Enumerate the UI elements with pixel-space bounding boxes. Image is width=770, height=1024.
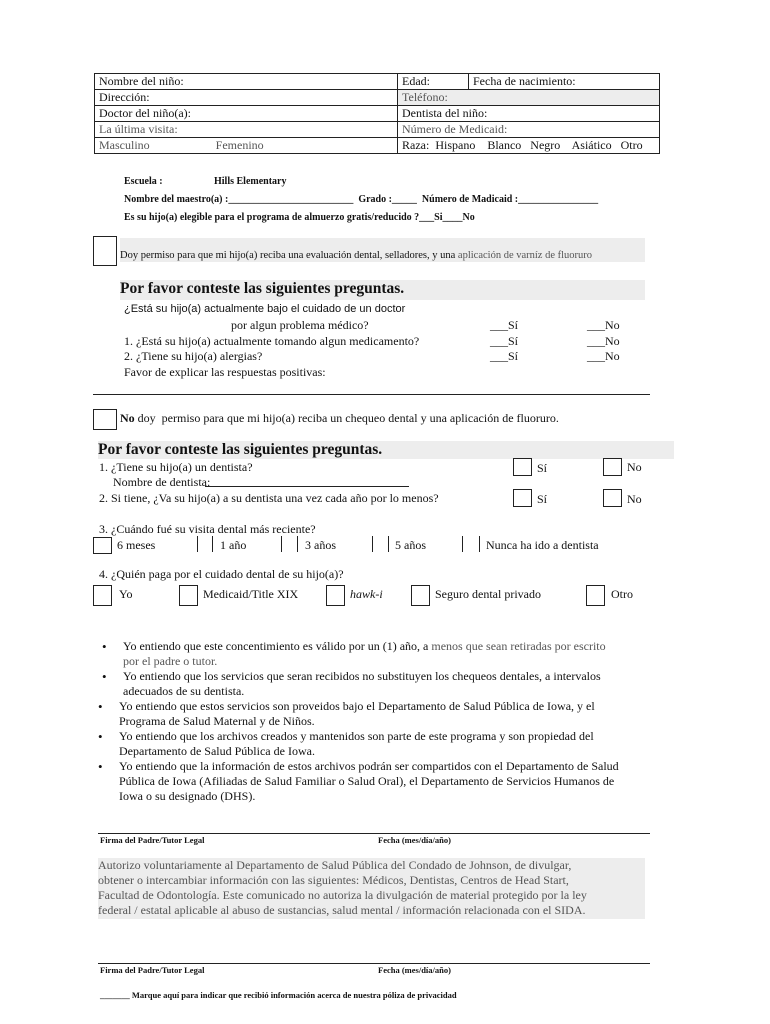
permission-no-text	[120, 411, 559, 426]
school-label: Escuela :	[124, 176, 163, 187]
payer-self-checkbox[interactable]	[93, 585, 112, 606]
male-option[interactable]: Masculino	[99, 138, 150, 152]
section1-explain: Favor de explicar las respuestas positivas:	[124, 365, 326, 379]
medicaid-number-field[interactable]	[398, 122, 660, 138]
bullet-5-text-a: Yo entiendo que la información de estos archivos podrán ser compartidos con el Departamento de Salud	[119, 759, 619, 773]
visit-1y-bar-left	[197, 536, 198, 552]
section2-heading-text: Por favor conteste las siguientes preguntas.	[98, 441, 383, 458]
permission-yes-text-b: aplicación de varníz de fluoruro	[457, 250, 593, 261]
female-option[interactable]: Femenino	[215, 138, 264, 152]
visit-1y-label: 1 año	[220, 538, 247, 552]
visit-5y-bar-left	[372, 536, 373, 552]
visit-3y-label: 3 años	[305, 538, 336, 552]
bullet-2-text-c: adecuados de su dentista.	[123, 684, 245, 698]
bullet-1-text-b: menos que sean retiradas por escrito	[431, 639, 606, 653]
authorization-line-3: Facultad de Odontología. Este comunicado no autoriza la divulgación de material protegido por la ley	[98, 888, 587, 902]
signature1-date-label: Fecha (mes/día/año)	[378, 835, 451, 845]
section1-q1-yes[interactable]: ___Sí	[490, 334, 519, 348]
q2-yes-checkbox[interactable]	[513, 489, 532, 507]
school-value: Hills Elementary	[214, 176, 287, 187]
section2-q4: 4. ¿Quién paga por el cuidado dental de su hijo(a)?	[99, 567, 344, 581]
last-visit-label: La última visita:	[99, 122, 178, 136]
race-field[interactable]	[398, 138, 660, 154]
permission-yes-text	[120, 238, 645, 262]
section1-q2: 2. ¿Tiene su hijo(a) alergias?	[124, 349, 263, 363]
child-doctor-field[interactable]	[95, 106, 398, 122]
payer-self-label: Yo	[119, 587, 133, 601]
visit-6m-checkbox[interactable]	[93, 537, 112, 554]
bullet-1-text-a: Yo entiendo que este concentimiento es válido por un (1) año, a	[123, 639, 432, 653]
section1-q0a: ¿Está su hijo(a) actualmente bajo el cuidado de un doctor	[124, 303, 406, 315]
consent-bullet-3	[119, 699, 664, 729]
section1-q2-no[interactable]: ___No	[587, 349, 620, 363]
consent-bullet-5	[119, 759, 664, 804]
q1-yes-checkbox[interactable]	[513, 458, 532, 476]
permission-no-checkbox[interactable]	[93, 409, 117, 430]
q1-no-label: No	[627, 460, 642, 474]
child-doctor-label: Doctor del niño(a):	[99, 106, 191, 120]
authorization-line-1: Autorizo voluntariamente al Departamento de Salud Pública del Condado de Johnson, de divulgar,	[98, 858, 572, 872]
bullet-1-text-c: por el padre o tutor.	[123, 654, 218, 668]
signature1-label: Firma del Padre/Tutor Legal	[100, 835, 205, 845]
address-label: Dirección:	[99, 90, 150, 104]
payer-other-checkbox[interactable]	[586, 585, 605, 606]
section1-q1-no[interactable]: ___No	[587, 334, 620, 348]
child-dentist-label: Dentista del niño:	[402, 106, 488, 120]
section2-heading	[98, 441, 674, 459]
birth-date-label: Fecha de nacimiento:	[473, 74, 576, 88]
section1-q1: 1. ¿Está su hijo(a) actualmente tomando algun medicamento?	[124, 334, 420, 348]
permission-yes-checkbox[interactable]	[93, 236, 117, 266]
bullet-3-text-c: Programa de Salud Maternal y de Niños.	[119, 714, 315, 728]
q2-no-checkbox[interactable]	[603, 489, 622, 507]
teacher-grade-line[interactable]: Nombre del maestro(a) :_________________________ Grado :_____ Número de Madicaid :________________	[124, 194, 599, 205]
permission-no-text-body: doy permiso para que mi hijo(a) reciba un chequeo dental y una aplicación de fluoruro.	[134, 411, 559, 425]
bullet-5-text-d: Iowa o su designado (DHS).	[119, 789, 256, 803]
bullet-3-text-a: Yo entiendo que estos servicios son proveidos bajo el Departamento de Salud Pública de Iowa, y el	[119, 699, 595, 713]
dentist-name-label: Nombre de dentista:	[113, 475, 211, 489]
bullet-2-text-a: Yo entiendo que los servicios que seran recibidos no substituyen los chequeos dentales, a intervalos	[123, 669, 601, 683]
section2-q3: 3. ¿Cuándo fué su visita dental más reciente?	[99, 522, 316, 536]
phone-field[interactable]	[398, 90, 660, 106]
section1-q0-yes[interactable]: ___Sí	[490, 318, 519, 332]
sex-field[interactable]	[95, 138, 398, 154]
signature2-label: Firma del Padre/Tutor Legal	[100, 965, 205, 975]
q2-yes-label: Sí	[537, 492, 548, 506]
payer-medicaid-label: Medicaid/Title XIX	[203, 587, 299, 601]
explain-answer-line[interactable]	[93, 394, 650, 395]
section2-q2: 2. Si tiene, ¿Va su hijo(a) a su dentista una vez cada año por lo menos?	[99, 491, 439, 505]
section1-q2-yes[interactable]: ___Sí	[490, 349, 519, 363]
q2-no-label: No	[627, 492, 642, 506]
signature2-line[interactable]	[98, 963, 650, 964]
visit-never-label: Nunca ha ido a dentista	[486, 538, 599, 552]
visit-1y-checkbox[interactable]	[212, 536, 213, 552]
section1-q0b: por algun problema médico?	[231, 318, 369, 332]
consent-bullet-4	[119, 729, 664, 759]
authorization-paragraph	[98, 858, 645, 919]
bullet-4-text-a: Yo entiendo que los archivos creados y mantenidos son parte de este programa y son propiedad del	[119, 729, 594, 743]
signature1-line[interactable]	[98, 833, 650, 834]
visit-3y-bar-left	[281, 536, 282, 552]
payer-hawki-label: hawk-i	[350, 587, 383, 601]
lunch-eligibility-line[interactable]: Es su hijo(a) elegible para el programa de almuerzo gratis/reducido ?___Si____No	[124, 212, 475, 223]
bullet-4-text-c: Departamento de Salud Pública de Iowa.	[119, 744, 315, 758]
q1-no-checkbox[interactable]	[603, 458, 622, 476]
section1-q0-no[interactable]: ___No	[587, 318, 620, 332]
child-name-field[interactable]	[95, 74, 398, 90]
payer-private-label: Seguro dental privado	[435, 587, 541, 601]
child-info-table	[94, 73, 660, 154]
child-name-label: Nombre del niño:	[99, 74, 184, 88]
section1-heading-text: Por favor conteste las siguientes preguntas.	[120, 280, 405, 297]
payer-medicaid-checkbox[interactable]	[179, 585, 198, 606]
age-label: Edad:	[402, 74, 430, 88]
birth-date-field[interactable]	[469, 74, 660, 90]
payer-other-label: Otro	[611, 587, 633, 601]
bullet-5-text-c: Pública de Iowa (Afiliadas de Salud Familiar o Salud Oral), el Departamento de Servicios Humanos de	[119, 774, 615, 788]
address-field[interactable]	[95, 90, 398, 106]
section2-q1: 1. ¿Tiene su hijo(a) un dentista?	[99, 460, 253, 474]
phone-label: Teléfono:	[402, 90, 448, 104]
last-visit-field[interactable]	[95, 122, 398, 138]
visit-3y-checkbox[interactable]	[297, 536, 298, 552]
consent-bullet-2	[123, 669, 663, 699]
q1-yes-label: Sí	[537, 461, 548, 475]
permission-no-word: No	[120, 411, 135, 425]
permission-yes-text-a: Doy permiso para que mi hijo(a) reciba una evaluación dental, selladores, y una	[120, 250, 458, 261]
child-dentist-field[interactable]	[398, 106, 660, 122]
authorization-line-4: federal / estatal aplicable al abuso de sustancias, salud mental / información relacionada con el SIDA.	[98, 903, 586, 917]
privacy-acknowledgement[interactable]: _______ Marque aquí para indicar que recibió información acerca de nuestra póliza de privacidad	[100, 990, 457, 1000]
section1-heading	[120, 280, 645, 300]
signature2-date-label: Fecha (mes/día/año)	[378, 965, 451, 975]
consent-bullet-1	[123, 639, 663, 669]
dentist-name-input[interactable]	[205, 486, 409, 487]
consent-bullets	[123, 639, 663, 699]
visit-5y-label: 5 años	[395, 538, 426, 552]
payer-hawki-checkbox[interactable]	[326, 585, 345, 606]
visit-never-bar-left	[462, 536, 463, 552]
authorization-line-2: obtener o intercambiar información con las siguientes: Médicos, Dentistas, Centros de Head Start,	[98, 873, 569, 887]
race-options[interactable]: Raza: Hispano Blanco Negro Asiático Otro	[402, 138, 643, 152]
visit-never-checkbox[interactable]	[479, 536, 480, 552]
consent-bullets-2	[119, 699, 664, 804]
medicaid-number-label: Número de Medicaid:	[402, 122, 508, 136]
visit-5y-checkbox[interactable]	[388, 536, 389, 552]
age-field[interactable]	[398, 74, 469, 90]
payer-private-checkbox[interactable]	[411, 585, 430, 606]
visit-6m-label: 6 meses	[117, 538, 156, 552]
